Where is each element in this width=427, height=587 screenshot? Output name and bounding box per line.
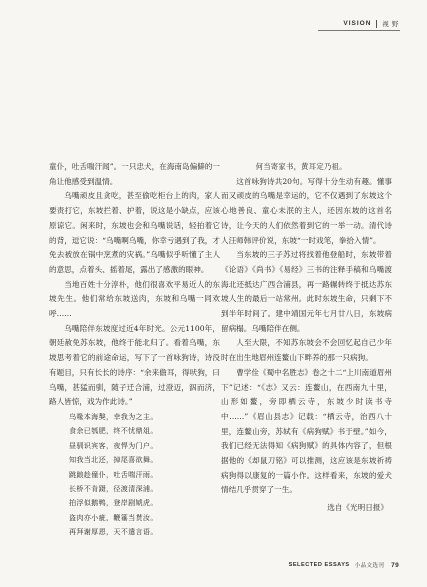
paragraph: 当东坡的三子苏过将找着他登船时，东坡带着《论语》《尚书》《易经》三书的注释手稿和乌嘴渡海北还抵达广西合浦县，再一路辗转终于抵达苏东坡人生的最后一站常州。此时东坡生命，只剩下不到半年时间了。建中靖国元年七月廿八日，东坡病留病榻。乌嘴陪伴在侧。 [221, 250, 392, 333]
poem-line: 乌喙本海獒，幸我为之主。 [69, 411, 158, 421]
header-separator [376, 20, 377, 28]
paragraph: 乌嘴顽皮且贪吃，甚至偷吃柜台上的肉，家人要责打它，东坡拦着、护着，说这是小缺点，应该原谅它。闲来时，东坡也会和乌嘴说话，轻拍着它的背，逗它说：“乌嘴啊乌嘴，你幸亏遇到了我，才免去被放在锅中烹煮的灾祸。”乌嘴似乎听懂了主人的意思，点着头、摇着尾，露出了感激的眼神。 [49, 191, 220, 274]
paragraph: 当地百姓十分淳朴，他们很喜欢平易近人的东坡先生。他们常给东坡送肉，东坡和乌嘴一同欢呼…… [49, 279, 220, 319]
paragraph: 乌嘴陪伴东坡度过近4年时光。公元1100年，朝廷赦免苏东坡，他终于能北归了。看着乌嘴，东坡思考着它的前途命运，写下了一首咏狗诗，诗没有题目，只有长长的诗序：“余来儋耳，得吠狗，曰乌嘴，甚猛而驯，随子迁合浦，过澄迈，泅而济，路人皆惊，戏为作此诗。” [49, 323, 220, 407]
running-footer [289, 561, 399, 569]
paragraph: 这首咏狗诗共20句。写得十分生动有趣。懂事而又顽皮的乌嘴是幸运的，它不仅遇到了东坡这个心地善良、童心未泯的主人，还因东坡的这首名诗，让今天的人们依然着到它的一举一动。清代诗人汪师韩评价说，东坡“一时戏笔，拳拾入情”。 [221, 176, 392, 245]
paragraph: 曹学佺《蜀中名胜志》卷之十二“上川南道眉州下”记述：“《志》又云：连鳌山，在西南九十里，山形如鳌，旁即栖云寺，东坡少时读书寺中……”《眉山县志》记载：“栖云寺，治西八十里，连鳌山旁，苏轼有《病狗赋》书于壁。”如今，我们已经无法得知《病狗赋》的具体内容了，但根据他的《却鼠刀铭》可以推测，这应该是东坡祈祷病狗得以康复的一篇小作。这样看来，东坡的爱犬情结几乎贯穿了一生。 [221, 367, 392, 495]
running-header [343, 19, 399, 28]
poem-line: 食余已瓠肥，终不忧鼎俎。 [69, 426, 158, 436]
poem-line: 拍浮似鹅鸭，登岸剧虓虎。 [69, 498, 158, 508]
poem-line: 再拜谢厚恩，天不遣言语。 [69, 527, 158, 537]
page-number: 79 [391, 561, 399, 569]
poem-line: 知我当北还，掉尾喜欲舞。 [69, 455, 158, 465]
poem-line: 跳踉趁僮仆，吐舌喘汗雨。 [69, 469, 158, 479]
poem-line: 盗肉亦小疵，鞭箠当贳汝。 [69, 512, 158, 522]
poem-line: 何当寄家书，黄耳定乃祖。 [255, 162, 347, 171]
poem-line: 昼驯识宾客，夜悍为门户。 [69, 440, 158, 450]
footer-magazine-en: SELECTED ESSAYS [288, 562, 350, 568]
paragraph: 人至大限，不知苏东坡会不会回忆起自己少年时在出生地眉州连鳌山下畔养的那一只病狗。 [221, 338, 392, 363]
poem [49, 410, 220, 540]
right-column [221, 160, 392, 516]
header-rule [318, 30, 400, 31]
footer-magazine-cn: 小品文选刊 [354, 563, 385, 569]
header-section: 视 野 [382, 20, 399, 28]
poem-line: 长桥不肯蹑，径渡清深浦。 [69, 483, 158, 493]
source-attribution: 选自《光明日报》 [327, 503, 388, 513]
header-brand: VISION [343, 20, 372, 27]
left-column [49, 160, 220, 540]
paragraph: 童仆，吐舌喘汗闻”。一只忠犬，在海南岛偏僻的一角让他感受到温情。 [49, 162, 220, 186]
